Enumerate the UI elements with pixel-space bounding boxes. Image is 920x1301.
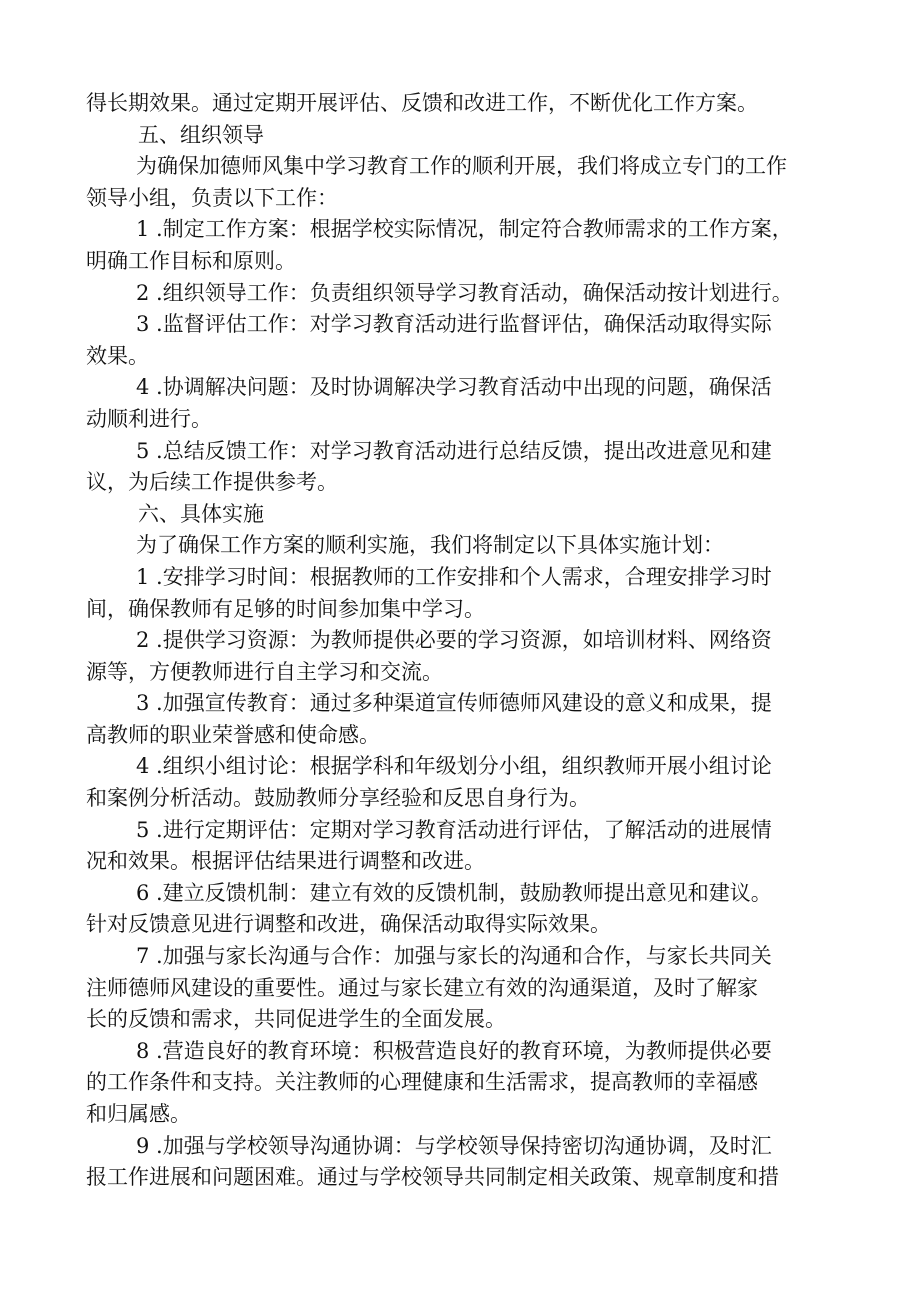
list-item-line: 4 .组织小组讨论：根据学科和年级划分小组，组织教师开展小组讨论 — [136, 754, 772, 779]
list-item-line: 动顺利进行。 — [86, 406, 212, 431]
list-item-line: 和归属感。 — [86, 1102, 191, 1126]
list-item-line: 2 .提供学习资源：为教师提供必要的学习资源，如培训材料、网络资 — [136, 628, 772, 653]
list-item-line: 2 .组织领导工作：负责组织领导学习教育活动，确保活动按计划进行。 — [136, 280, 793, 305]
list-item-line: 3 .监督评估工作：对学习教育活动进行监督评估，确保活动取得实际 — [136, 312, 772, 337]
list-item-line: 4 .协调解决问题：及时协调解决学习教育活动中出现的问题，确保活 — [136, 375, 772, 400]
list-item-line: 效果。 — [86, 343, 149, 368]
list-item-line: 况和效果。根据评估结果进行调整和改进。 — [86, 849, 485, 874]
list-item-line: 5 .总结反馈工作：对学习教育活动进行总结反馈，提出改进意见和建 — [136, 438, 772, 463]
paragraph-line: 为了确保工作方案的顺利实施，我们将制定以下具体实施计划： — [136, 533, 724, 558]
list-item-line: 3 .加强宣传教育：通过多种渠道宣传师德师风建设的意义和成果，提 — [136, 691, 772, 716]
list-item-line: 议，为后续工作提供参考。 — [86, 470, 338, 495]
list-item-line: 报工作进展和问题困难。通过与学校领导共同制定相关政策、规章制度和措 — [86, 1165, 779, 1190]
paragraph-line: 得长期效果。通过定期开展评估、反馈和改进工作，不断优化工作方案。 — [86, 91, 758, 115]
list-item-line: 间，确保教师有足够的时间参加集中学习。 — [86, 596, 485, 621]
list-item-line: 的工作条件和支持。关注教师的心理健康和生活需求，提高教师的幸福感 — [86, 1070, 758, 1095]
list-item-line: 注师德师风建设的重要性。通过与家长建立有效的沟通渠道，及时了解家 — [86, 975, 758, 1000]
document-body — [86, 88, 866, 1194]
list-item-line: 6 .建立反馈机制：建立有效的反馈机制，鼓励教师提出意见和建议。 — [136, 880, 772, 905]
paragraph-line: 为确保加德师风集中学习教育工作的顺利开展，我们将成立专门的工作 — [136, 154, 787, 179]
list-item-line: 5 .进行定期评估：定期对学习教育活动进行评估，了解活动的进展情 — [136, 817, 772, 842]
section-heading-5: 五、组织领导 — [138, 122, 264, 147]
list-item-line: 1 .制定工作方案：根据学校实际情况，制定符合教师需求的工作方案， — [136, 217, 793, 242]
list-item-line: 8 .营造良好的教育环境：积极营造良好的教育环境，为教师提供必要 — [136, 1038, 772, 1063]
list-item-line: 长的反馈和需求，共同促进学生的全面发展。 — [86, 1007, 506, 1032]
list-item-line: 高教师的职业荣誉感和使命感。 — [86, 722, 380, 747]
section-heading-6: 六、具体实施 — [138, 501, 264, 526]
list-item-line: 9 .加强与学校领导沟通协调：与学校领导保持密切沟通协调，及时汇 — [136, 1133, 772, 1158]
paragraph-line: 领导小组，负责以下工作： — [86, 185, 338, 210]
list-item-line: 源等，方便教师进行自主学习和交流。 — [86, 659, 443, 684]
list-item-line: 1 .安排学习时间：根据教师的工作安排和个人需求，合理安排学习时 — [136, 564, 772, 589]
list-item-line: 明确工作目标和原则。 — [86, 248, 296, 273]
list-item-line: 7 .加强与家长沟通与合作：加强与家长的沟通和合作，与家长共同关 — [136, 944, 772, 969]
list-item-line: 针对反馈意见进行调整和改进，确保活动取得实际效果。 — [86, 912, 611, 937]
list-item-line: 和案例分析活动。鼓励教师分享经验和反思自身行为。 — [86, 786, 590, 811]
